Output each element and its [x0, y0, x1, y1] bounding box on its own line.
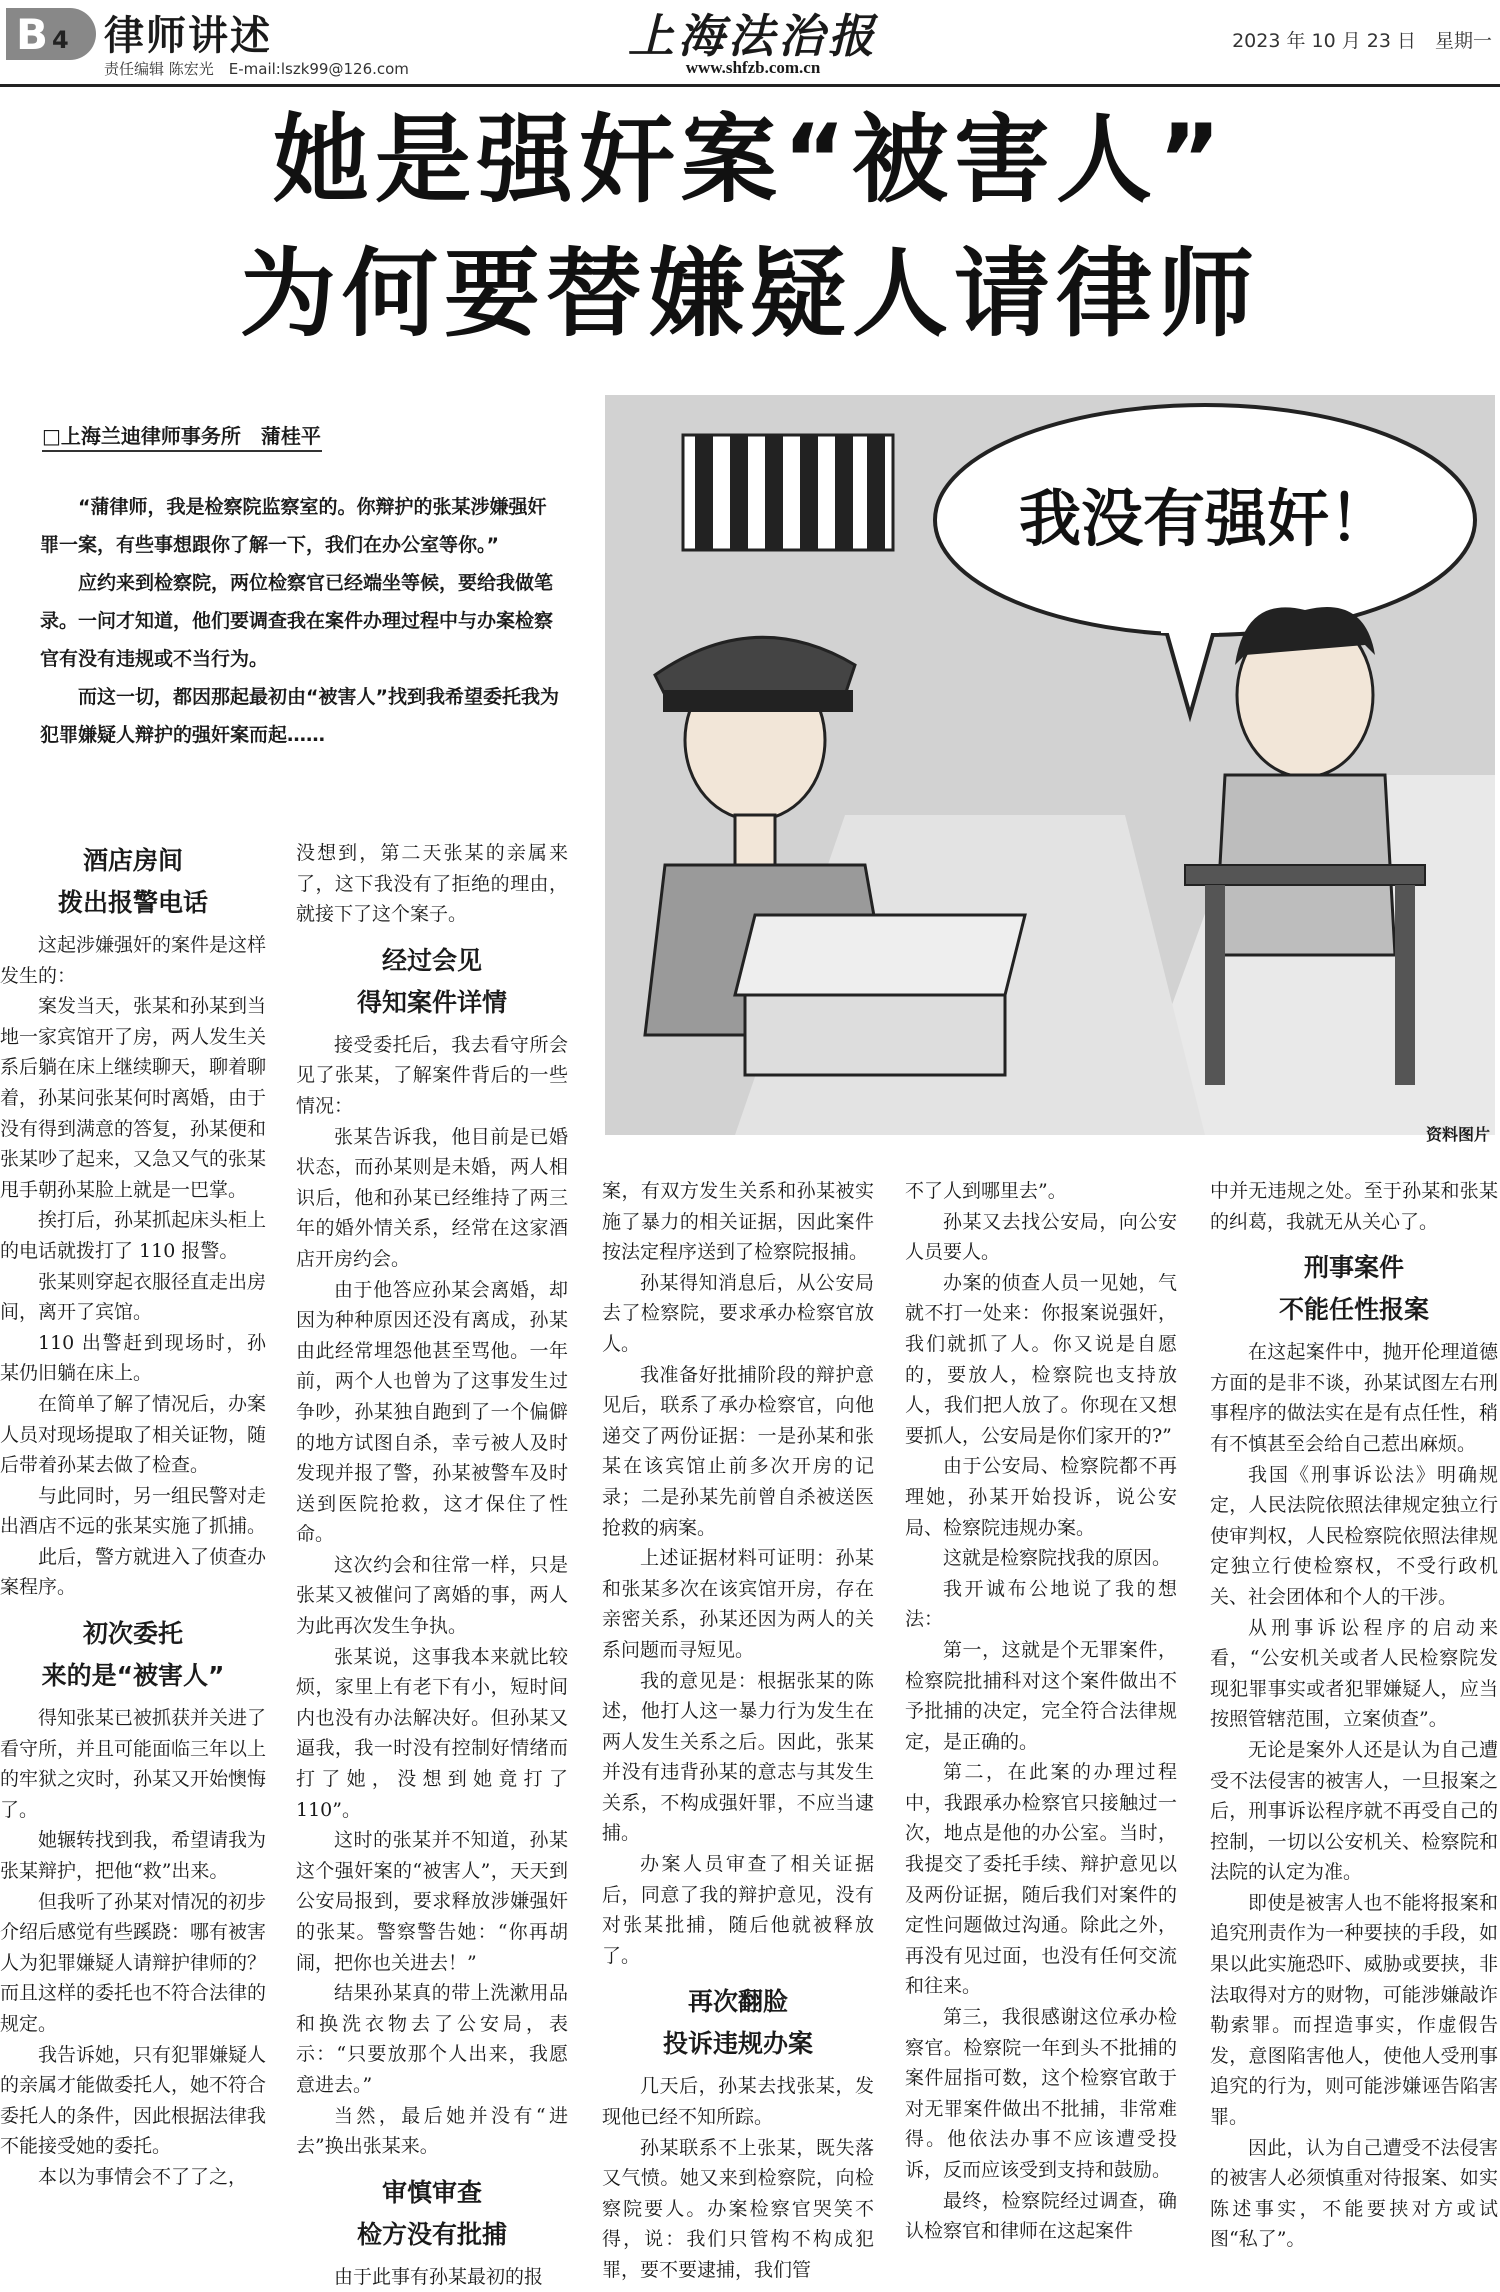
subheading	[0, 840, 266, 924]
subheading	[0, 1613, 266, 1697]
paragraph: 张某告诉我，他目前是已婚状态，而孙某则是未婚，两人相识后，他和孙某已经维持了两三年的婚外情关系，经常在这家酒店开房约会。	[296, 1125, 568, 1270]
subheading-line: 酒店房间	[82, 846, 183, 875]
paragraph: 我准备好批捕阶段的辩护意见后，联系了承办检察官，向他递交了两份证据：一是孙某和张某在该宾馆止前多次开房的记录；二是孙某先前曾自杀被送医抢救的病案。	[602, 1363, 874, 1539]
paragraph: 第二，在此案的办理过程中，我跟承办检察官只接触过一次，地点是他的办公室。当时，我提交了委托手续、辩护意见以及两份证据，随后我们对案件的定性问题做过沟通。除此之外，再没有见过面，也没有任何交流和往来。	[905, 1761, 1177, 1998]
paragraph: 这就是检察院找我的原因。	[943, 1547, 1172, 1570]
column-5	[1210, 1176, 1498, 2252]
issue-date: 2023 年 10 月 23 日 星期一	[1232, 30, 1492, 52]
subheading	[602, 1981, 874, 2065]
paragraph: 案发当天，张某和孙某到当地一家宾馆开了房，两人发生关系后躺在床上继续聊天，聊着聊着，孙某问张某何时离婚，由于没有得到满意的答复，孙某便和张某吵了起来，又急又气的张某甩手朝孙某脸上就是一巴掌。	[0, 995, 267, 1201]
subheading	[296, 2172, 568, 2256]
paragraph: 张某说，这事我本来就比较烦，家里上有老下有小，短时间内也没有办法解决好。但孙某又逼我，我一时没有控制好情绪而打了她，没想到她竟打了 110”。	[296, 1645, 568, 1821]
paragraph: 与此同时，另一组民警对走出酒店不远的张某实施了抓捕。	[0, 1484, 267, 1538]
masthead-logo: 上海法治报	[628, 9, 878, 63]
paragraph: 她辗转找到我，希望请我为张某辩护，把他“救”出来。	[0, 1829, 267, 1883]
illustration	[605, 395, 1495, 1135]
lead-paragraph: 而这一切，都因那起最初由“被害人”找到我希望委托我为犯罪嫌疑人辩护的强奸案而起……	[40, 686, 559, 746]
paragraph: 上述证据材料可证明：孙某和张某多次在该宾馆开房，存在亲密关系，孙某还因为两人的关系问题而寻短见。	[602, 1547, 874, 1661]
headline-line-1: 她是强奸案“被害人”	[272, 104, 1228, 216]
headline-line-2: 为何要替嫌疑人请律师	[240, 238, 1260, 350]
paragraph: 张某则穿起衣服径直走出房间，离开了宾馆。	[0, 1270, 267, 1324]
paragraph: 案，有双方发生关系和孙某被实施了暴力的相关证据，因此案件按法定程序送到了检察院报捕。	[602, 1180, 874, 1264]
paragraph: 从刑事诉讼程序的启动来看，“公安机关或者人民检察院发现犯罪事实或者犯罪嫌疑人，应当按照管辖范围，立案侦查”。	[1210, 1616, 1498, 1731]
byline: □上海兰迪律师事务所 蒲桂平	[42, 424, 321, 448]
paragraph: 挨打后，孙某抓起床头柜上的电话就拨打了 110 报警。	[0, 1209, 267, 1262]
paragraph: 几天后，孙某去找张某，发现他已经不知所踪。	[602, 2075, 874, 2129]
column-2	[296, 838, 568, 2288]
subheading	[296, 940, 568, 1024]
paragraph: 办案人员审查了相关证据后，同意了我的辩护意见，没有对张某批捕，随后他就被释放了。	[602, 1853, 874, 1967]
paragraph: 我告诉她，只有犯罪嫌疑人的亲属才能做委托人，她不符合委托人的条件，因此根据法律我不能接受她的委托。	[0, 2043, 267, 2158]
paragraph: 中并无违规之处。至于孙某和张某的纠葛，我就无从关心了。	[1210, 1180, 1498, 1233]
paragraph: 110 出警赶到现场时，孙某仍旧躺在床上。	[0, 1331, 266, 1385]
column-3	[602, 1176, 874, 2281]
paragraph: 这起涉嫌强奸的案件是这样发生的：	[0, 934, 267, 987]
paragraph: 由于公安局、检察院都不再理她，孙某开始投诉，说公安局、检察院违规办案。	[905, 1455, 1177, 1539]
paragraph: 因此，认为自己遭受不法侵害的被害人必须慎重对待报案、如实陈述事实，不能要挟对方或试图“私了”。	[1210, 2136, 1498, 2251]
desk	[735, 915, 1025, 1075]
lead-paragraph: 应约来到检察院，两位检察官已经端坐等候，要给我做笔录。一问才知道，他们要调查我在案件办理过程中与办案检察官有没有违规或不当行为。	[40, 572, 554, 670]
paragraph: 孙某联系不上张某，既失落又气愤。她又来到检察院，向检察院要人。办案检察官哭笑不得，说：我们只管构不构成犯罪，要不要逮捕，我们管	[602, 2136, 874, 2281]
paragraph: 我开诚布公地说了我的想法：	[905, 1577, 1177, 1631]
paragraph: 我国《刑事诉讼法》明确规定，人民法院依照法律规定独立行使审判权，人民检察院依照法律规定独立行使检察权，不受行政机关、社会团体和个人的干涉。	[1210, 1463, 1498, 1608]
subheading-line: 得知案件详情	[356, 987, 507, 1017]
paragraph: 结果孙某真的带上洗漱用品和换洗衣物去了公安局，表示：“只要放那个人出来，我愿意进去。”	[296, 1982, 568, 2096]
paragraph: 此后，警方就进入了侦查办案程序。	[0, 1545, 267, 1599]
lead-paragraph: “蒲律师，我是检察院监察室的。你辩护的张某涉嫌强奸罪一案，有些事想跟你了解一下，我们在办公室等你。”	[40, 496, 547, 556]
page-letter: B	[16, 10, 49, 59]
paragraph: 这次约会和往常一样，只是张某又被催问了离婚的事，两人为此再次发生争执。	[296, 1553, 568, 1638]
page-number: 4	[52, 26, 69, 54]
paragraph: 没想到，第二天张某的亲属来了，这下我没有了拒绝的理由，就接下了这个案子。	[296, 842, 568, 926]
image-caption: 资料图片	[1425, 1125, 1490, 1144]
subheading-line: 经过会见	[381, 945, 482, 975]
jail-bars-icon	[683, 435, 893, 550]
paragraph: 得知张某已被抓获并关进了看守所，并且可能面临三年以上的牢狱之灾时，孙某又开始懊悔了。	[0, 1707, 267, 1821]
paragraph: 本以为事情会不了了之，	[38, 2165, 248, 2188]
subheading-line: 拨出报警电话	[57, 888, 208, 917]
subheading-line: 投诉违规办案	[662, 2029, 813, 2059]
paragraph: 无论是案外人还是认为自己遭受不法侵害的被害人，一旦报案之后，刑事诉讼程序就不再受自己的控制，一切以公安机关、检察院和法院的认定为准。	[1210, 1738, 1498, 1884]
lead-paragraphs	[40, 488, 560, 754]
subheading-line: 审慎审查	[381, 2177, 482, 2207]
subheading-line: 再次翻脸	[687, 1987, 788, 2017]
paragraph: 由于此事有孙某最初的报	[334, 2265, 544, 2288]
column-1	[0, 846, 267, 2250]
subheading-line: 初次委托	[82, 1619, 183, 1649]
paragraph: 不了人到哪里去”。	[905, 1180, 1067, 1202]
header-divider	[0, 84, 1500, 87]
paragraph: 办案的侦查人员一见她，气就不打一处来：你报案说强奸，我们就抓了人。你又说是自愿的，要放人，检察院也支持放人，我们把人放了。你现在又想要抓人，公安局是你们家开的?”	[905, 1271, 1177, 1447]
paragraph: 但我听了孙某对情况的初步介绍后感觉有些蹊跷：哪有被害人为犯罪嫌疑人请辩护律师的？而且这样的委托也不符合法律的规定。	[0, 1890, 267, 2035]
paragraph: 接受委托后，我去看守所会见了张某，了解案件背后的一些情况：	[296, 1033, 568, 1117]
paragraph: 当然，最后她并没有“进去”换出张某来。	[296, 2104, 568, 2158]
paragraph: 由于他答应孙某会离婚，却因为种种原因还没有离成，孙某由此经常埋怨他甚至骂他。一年前，两个人也曾为了这事发生过争吵，孙某独自跑到了一个偏僻的地方试图自杀，幸亏被人及时发现并报了警，孙某被警车及时送到医院抢救，这才保住了性命。	[296, 1278, 568, 1546]
paragraph: 第三，我很感谢这位承办检察官。检察院一年到头不批捕的案件屈指可数，这个检察官敢于对无罪案件做出不批捕，非常难得。他依法办事不应该遭受投诉，反而应该受到支持和鼓励。	[905, 2006, 1177, 2181]
paragraph: 孙某又去找公安局，向公安人员要人。	[905, 1210, 1177, 1264]
byline-underline	[42, 450, 322, 452]
paragraph: 我的意见是：根据张某的陈述，他打人这一暴力行为发生在两人发生关系之后。因此，张某并没有违背孙某的意志与其发生关系，不构成强奸罪，不应当逮捕。	[602, 1669, 874, 1845]
paragraph: 即使是被害人也不能将报案和追究刑责作为一种要挟的手段，如果以此实施恐吓、威胁或要挟，非法取得对方的财物，可能涉嫌敲诈勒索罪。而捏造事实，作虚假告发，意图陷害他人，使他人受刑事追究的行为，则可能涉嫌诬告陷害罪。	[1210, 1891, 1498, 2129]
subheading-line: 检方没有批捕	[356, 2219, 507, 2249]
subheading-line: 不能任性报案	[1278, 1295, 1429, 1325]
paragraph: 这时的张某并不知道，孙某这个强奸案的“被害人”，天天到公安局报到，要求释放涉嫌强奸的张某。警察警告她：“你再胡闹，把你也关进去！”	[296, 1829, 568, 1974]
paragraph: 孙某得知消息后，从公安局去了检察院，要求承办检察官放人。	[602, 1271, 874, 1355]
website-url: www.shfzb.com.cn	[685, 58, 821, 77]
subheading-line: 刑事案件	[1303, 1253, 1404, 1283]
paragraph: 在这起案件中，抛开伦理道德方面的是非不谈，孙某试图左右刑事程序的做法实在是有点任性，稍有不慎甚至会给自己惹出麻烦。	[1210, 1341, 1498, 1455]
editor-line: 责任编辑 陈宏光 E-mail:lszk99@126.com	[104, 60, 409, 78]
subheading-line: 来的是“被害人”	[41, 1661, 225, 1691]
paragraph: 第一，这就是个无罪案件，检察院批捕科对这个案件做出不予批捕的决定，完全符合法律规定，是正确的。	[905, 1638, 1177, 1753]
paragraph: 在简单了解了情况后，办案人员对现场提取了相关证物，随后带着孙某去做了检查。	[0, 1392, 267, 1477]
speech-text: 我没有强奸！	[1018, 482, 1392, 555]
paragraph: 最终，检察院经过调查，确认检察官和律师在这起案件	[905, 2189, 1177, 2243]
subheading	[1210, 1247, 1498, 1331]
column-4	[905, 1176, 1177, 2252]
section-title: 律师讲述	[104, 13, 272, 59]
